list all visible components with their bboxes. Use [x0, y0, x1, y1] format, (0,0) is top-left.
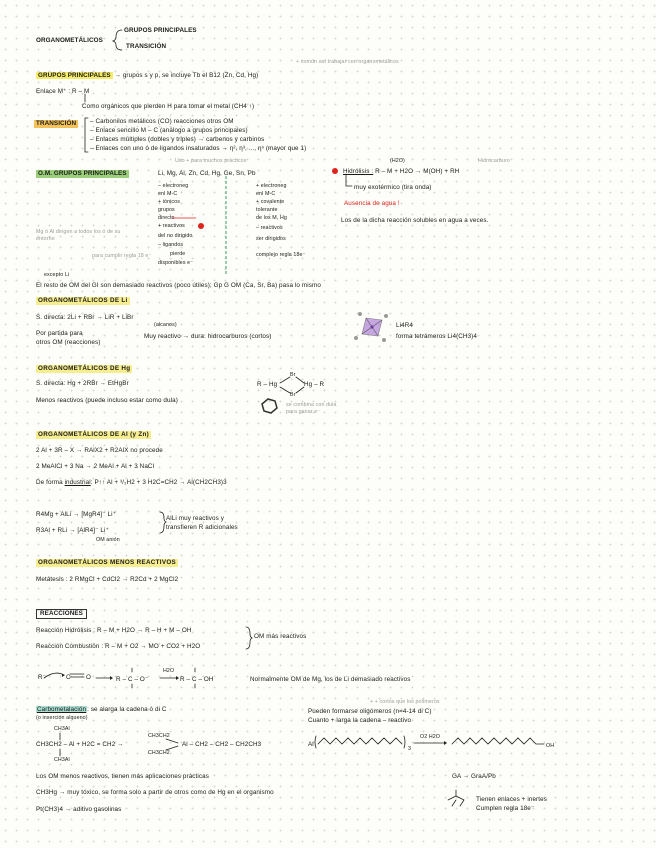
- header-branch-principales: GRUPOS PRINCIPALES: [124, 27, 197, 34]
- li-otros-om: otros OM (reacciones): [36, 339, 101, 346]
- arrow-bend-icon: [346, 174, 352, 186]
- omgp-note-top: Uso + para muchos prácticos: [175, 158, 247, 164]
- omgp-left-3: + iónicos: [158, 199, 180, 205]
- omgp-right-5: de los M, Hg: [256, 215, 287, 221]
- header-note: + común así trabajar con organometálicos: [296, 59, 399, 65]
- omgp-left-4: grupos: [158, 207, 175, 213]
- carbo-ch3-top: CH3Al: [54, 726, 70, 732]
- omgp-exo: muy exotérmico (tira onda): [354, 184, 432, 191]
- omgp-right-1: + electroneg: [256, 183, 287, 189]
- carbo-ch3-bottom: CH3Al: [54, 757, 70, 763]
- reac-hidrolisis: Reacción Hidrólisis : R – M + H2O → R – H + M – OH: [36, 627, 192, 634]
- polim-al: Al: [308, 741, 314, 748]
- zigzag-chain: [318, 738, 402, 744]
- al-eq3: De forma industrial: P↑↑ Al + ³/₂H2 + 3 H2C=CH2 → Al(CH2CH3)3: [36, 479, 227, 486]
- gp-line: GRUPOS PRINCIPALES → grupos s y p, se incluye Tb el B12 (Zn, Cd, Hg): [38, 72, 259, 79]
- li-alcanos: (alcanos): [154, 322, 177, 328]
- omgp-left-10: disponibles e⁻: [158, 260, 194, 266]
- header-brace: [113, 30, 122, 50]
- header-branch-transicion: TRANSICIÓN: [126, 43, 167, 50]
- ga-label: GA → GraA/Pb: [452, 773, 496, 780]
- omgp-side-note-1: Mg ó Al dirigen a todos los ó de su entorno: [36, 229, 121, 242]
- ga-note-2: Cumplen regla 18e⁻: [476, 805, 535, 812]
- hg-poco: Menos reactivos (puede incluso estar como dula): [36, 397, 178, 404]
- polim-oh: OH: [546, 743, 555, 749]
- curved-arrow-icon: [44, 673, 64, 678]
- los-om: Los OM menos reactivos, tienen más aplicaciones prácticas: [36, 773, 209, 780]
- transicion-bracket: [85, 118, 88, 152]
- carbo-prod-bottom: CH3CH2: [148, 750, 170, 756]
- al-eq1: 2 Al + 3R – X → RAlX2 + R2AlX no procede: [36, 447, 163, 454]
- hg-sintesis: S. directa: Hg + 2RBr → EtHgBr: [36, 380, 129, 387]
- hg-ring-note-2: para ganar e⁻: [286, 409, 321, 415]
- omgp-left-6: + reactivos: [158, 223, 185, 229]
- ptch3: Pt(CH3)4 → aditivo gasolinas: [36, 806, 122, 813]
- omgp-sub-right: Hidrocarburo: [478, 158, 510, 164]
- omgp-left-7: del no dirigido: [158, 233, 193, 239]
- transicion-item-2: – Enlace sencillo M – C (análogo a grupos principales): [90, 127, 248, 134]
- omgp-left-5: directo: [158, 215, 175, 221]
- li-tetramer-icon: [354, 312, 388, 342]
- omgp-right-2: enl M-C: [256, 191, 276, 197]
- omgp-left-1: – electroneg: [158, 183, 189, 189]
- al-eq4: R4Mg + AlLi → [MgR4]⁻ Li⁺: [36, 511, 117, 518]
- hg-mol-br-bottom: Br: [290, 392, 296, 398]
- ms-r: R⁻: [38, 674, 47, 681]
- ms-end: R – C – OH: [180, 676, 214, 683]
- carbo-bonds-prod: [166, 739, 178, 750]
- omgp-left-2: enl M-C: [158, 191, 178, 197]
- omgp-right-7: ser dirigidos: [256, 236, 286, 242]
- li-tetramer-note: forma tetrámeros Li4(CH3)4: [396, 333, 477, 340]
- carbo-sub: (o inserción alqueno): [36, 715, 88, 721]
- al-eq5: R3Al + RLi → [AlR4]⁻ Li⁺: [36, 527, 109, 534]
- ms-reagent: H2O: [163, 668, 175, 674]
- ms-o: O: [86, 674, 91, 681]
- reac-brace-note: OM más reactivos: [254, 633, 307, 640]
- transicion-title: TRANSICIÓN: [36, 120, 77, 127]
- zigzag-chain: [452, 738, 544, 744]
- hg-ring-note: se combina con dula: [286, 402, 337, 408]
- al-eq2: 2 MeAlCl + 3 Na → 2 MeAl + Al + 3 NaCl: [36, 463, 155, 470]
- omgp-hidrolisis: Hidrólisis : R – M + H2O → M(OH) + RH: [343, 168, 460, 175]
- omgp-right-4: tolerante: [256, 207, 278, 213]
- polim-reagent: O2 H2O: [420, 734, 441, 740]
- header-title: ORGANOMETÁLICOS: [36, 37, 103, 44]
- menos-eq: Metátesis : 2 RMgCl + CdCl2 → R2Cd + 2 MgCl2: [36, 576, 179, 583]
- al-title: ORGANOMETÁLICOS DE Al (y Zn): [38, 431, 150, 438]
- omgp-ausencia: Ausencia de agua !: [344, 200, 400, 207]
- li-muy-reactivo: Muy reactivo → dura: hidrocarburos (cortos): [144, 333, 272, 340]
- omgp-sub-left: (H2O): [390, 158, 405, 164]
- excepto-text: El resto de OM del GI son demasiado reactivos (poco útiles); Gp G OM (Ca, Sr, Ba) pasa lo mismo: [36, 282, 321, 289]
- al-brace: [160, 512, 166, 533]
- omgp-metals: Li, Mg, Al, Zn, Cd, Hg, Ge, Sn, Pb: [158, 170, 256, 177]
- omgp-dicha: Los de la dicha reacción solubles en agua a veces.: [341, 217, 489, 224]
- carbo-prod-right: Al – CH2 – CH2 – CH2CH3: [182, 741, 262, 748]
- benzene-ring-icon: [262, 399, 277, 413]
- li-sintesis: S. directa: 2Li + RBr → LiR + LiBr: [36, 314, 134, 321]
- ga-note-1: Tienen enlaces + inertes: [476, 796, 547, 803]
- ms-c: C: [66, 674, 71, 681]
- li-title: ORGANOMETÁLICOS DE Li: [38, 297, 128, 304]
- arrowhead: [110, 676, 113, 680]
- excepto-label: excepto Li: [44, 272, 70, 278]
- hg-mol-left: R – Hg: [257, 381, 278, 388]
- gp-enlace-note: Como orgánicos que pierden H para tomar el metal (CH4 ↑): [82, 103, 255, 110]
- carbo-eq: CH3CH2 – Al + H2C = CH2 →: [36, 741, 124, 748]
- reacciones-brace: [246, 627, 252, 649]
- arrowhead: [176, 676, 179, 680]
- polim-sub: 3: [408, 746, 412, 752]
- hg-title: ORGANOMETÁLICOS DE Hg: [38, 365, 131, 372]
- polim-desc: Cuanto + larga la cadena – reactivo: [308, 717, 412, 724]
- hg-mol-br-top: Br: [290, 372, 296, 378]
- li-tetramer-label: Li4R4: [396, 322, 413, 329]
- omgp-left-9: pierde: [170, 251, 186, 257]
- li-por-partida: Por partida para: [36, 330, 83, 337]
- ms-mid: R – C – O⁻: [116, 676, 149, 683]
- gp-enlace: Enlace M⁺ : R – M: [36, 88, 90, 95]
- polim-title: Pueden formarse oligómeros (n=4-14 di C): [308, 708, 432, 715]
- transicion-item-4: – Enlaces con uno ó de ligandos insaturados → η², η³, ..., ηⁿ (mayor que 1): [90, 145, 307, 152]
- reacciones-title: REACCIONES: [36, 609, 87, 619]
- ch3hg: CH3Hg → muy tóxico, se forma solo a partir de otros como de Hg en el organismo: [36, 789, 274, 796]
- al-eq5-sub: OM anión: [96, 537, 120, 543]
- ms-note: Normalmente OM de Mg, los de Li demasiado reactivos: [250, 676, 411, 683]
- reac-combustion: Reacción Combustión : R – M + O2 → MO + CO2 + H2O: [36, 643, 201, 650]
- omgp-title: O.M. GRUPOS PRINCIPALES: [38, 170, 127, 177]
- polim-note: + + cortos que los polímeros: [370, 699, 440, 705]
- double-bond: [70, 674, 84, 677]
- omgp-right-8: complejo regla 18e⁻: [256, 252, 306, 258]
- omgp-right-6: – reactivos: [256, 225, 283, 231]
- transicion-item-1: – Carbonilos metálicos (CO) reacciones otros OM: [90, 118, 234, 125]
- hg-mol-right: Hg – R: [304, 381, 325, 388]
- omgp-side-note-2: para cumplir regla 18 e⁻: [92, 253, 152, 259]
- arrowhead: [444, 741, 447, 745]
- carbo-line: Carbometalación: se alarga la cadena ó di C: [37, 706, 167, 713]
- menos-title: ORGANOMETÁLICOS MENOS REACTIVOS: [38, 559, 177, 566]
- omgp-right-3: + covalente: [256, 199, 285, 205]
- al-brace-note-2: transfieren R adicionales: [166, 524, 238, 531]
- ga-molecule-icon: [448, 790, 464, 806]
- al-brace-note-1: AlLi muy reactivos y: [166, 515, 224, 522]
- transicion-item-3: – Enlaces múltiples (dobles y triples) → carbenos y carbinos: [90, 136, 265, 143]
- carbo-prod-top: CH3CH2: [148, 733, 170, 739]
- hg-bridge-bonds: [280, 377, 304, 393]
- omgp-left-8: – ligandos: [158, 242, 184, 248]
